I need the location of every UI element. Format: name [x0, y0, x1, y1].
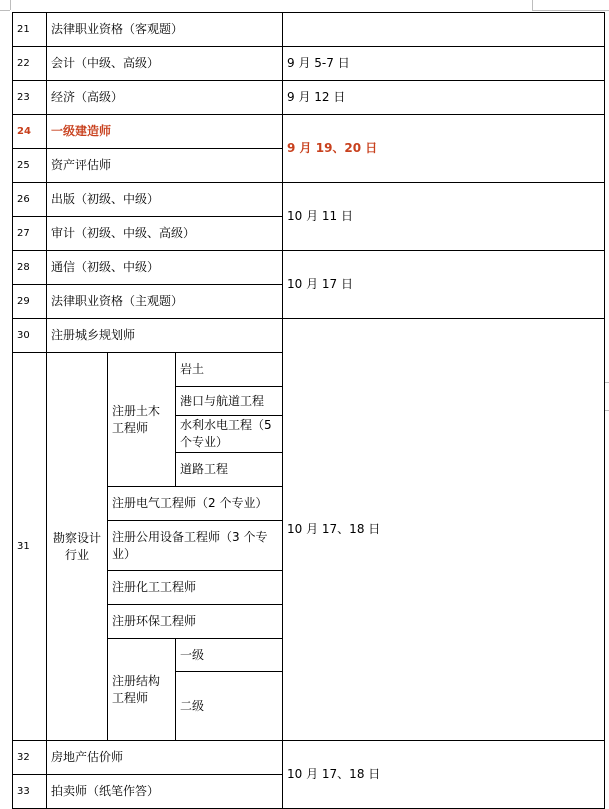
exam-date: 10 月 11 日	[283, 183, 605, 251]
row-number: 30	[13, 319, 47, 353]
exam-name: 资产评估师	[47, 149, 283, 183]
civil-sub-road: 道路工程	[176, 453, 283, 487]
exam-date: 9 月 12 日	[283, 81, 605, 115]
row-number: 21	[13, 13, 47, 47]
exam-date	[283, 13, 605, 47]
row-number: 31	[13, 353, 47, 741]
row-number: 27	[13, 217, 47, 251]
environmental-engineer: 注册环保工程师	[108, 605, 283, 639]
exam-name: 注册城乡规划师	[47, 319, 283, 353]
civil-sub-port: 港口与航道工程	[176, 387, 283, 416]
row-number: 29	[13, 285, 47, 319]
category-survey-design: 勘察设计行业	[47, 353, 108, 741]
row-number: 26	[13, 183, 47, 217]
table-row	[13, 183, 605, 217]
electrical-engineer: 注册电气工程师（2 个专业）	[108, 487, 283, 521]
exam-date: 10 月 17、18 日	[283, 319, 605, 741]
structural-engineer-label: 注册结构工程师	[108, 639, 176, 741]
exam-schedule-table	[12, 12, 605, 809]
page-corner-mark	[0, 10, 10, 11]
page-corner-mark	[532, 10, 609, 11]
exam-name: 一级建造师	[47, 115, 283, 149]
exam-name: 会计（中级、高级）	[47, 47, 283, 81]
table-row	[13, 319, 605, 353]
exam-date: 9 月 19、20 日	[283, 115, 605, 183]
table-row	[13, 81, 605, 115]
exam-name: 经济（高级）	[47, 81, 283, 115]
utility-engineer: 注册公用设备工程师（3 个专业）	[108, 521, 283, 571]
exam-name: 房地产估价师	[47, 741, 283, 775]
row-number: 25	[13, 149, 47, 183]
exam-name: 通信（初级、中级）	[47, 251, 283, 285]
exam-name: 审计（初级、中级、高级）	[47, 217, 283, 251]
exam-date: 10 月 17、18 日	[283, 741, 605, 809]
civil-sub-hydro: 水利水电工程（5 个专业）	[176, 416, 283, 453]
exam-name: 法律职业资格（主观题）	[47, 285, 283, 319]
row-number: 24	[13, 115, 47, 149]
table-row	[13, 13, 605, 47]
civil-sub-geotech: 岩土	[176, 353, 283, 387]
row-number: 22	[13, 47, 47, 81]
table-row	[13, 741, 605, 775]
page-corner-mark	[532, 0, 533, 10]
civil-engineer-label: 注册土木工程师	[108, 353, 176, 487]
table-row-highlight	[13, 115, 605, 149]
exam-name: 出版（初级、中级）	[47, 183, 283, 217]
structural-level-1: 一级	[176, 639, 283, 672]
exam-date: 10 月 17 日	[283, 251, 605, 319]
page-corner-mark	[10, 0, 11, 10]
exam-name: 法律职业资格（客观题）	[47, 13, 283, 47]
row-number: 32	[13, 741, 47, 775]
exam-date: 9 月 5-7 日	[283, 47, 605, 81]
row-number: 33	[13, 775, 47, 809]
structural-level-2: 二级	[176, 672, 283, 741]
row-number: 23	[13, 81, 47, 115]
table-row	[13, 47, 605, 81]
chemical-engineer: 注册化工工程师	[108, 571, 283, 605]
exam-name: 拍卖师（纸笔作答）	[47, 775, 283, 809]
table-row	[13, 251, 605, 285]
row-number: 28	[13, 251, 47, 285]
